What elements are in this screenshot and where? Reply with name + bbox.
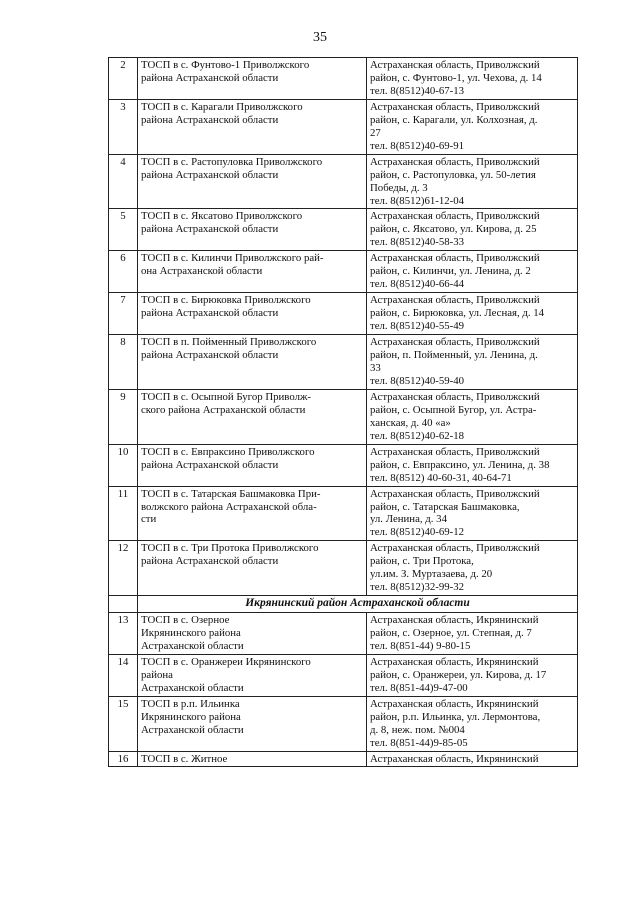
table-row: [109, 293, 578, 335]
organization-name: ТОСП в с. Озерное Икрянинского района Астраханской области: [138, 612, 367, 654]
section-title: Икрянинский район Астраханской области: [138, 596, 578, 613]
section-row: [109, 596, 578, 613]
organization-name: ТОСП в с. Три Протока Приволжского района Астраханской области: [138, 541, 367, 596]
table-row: [109, 209, 578, 251]
row-number: 16: [109, 751, 138, 767]
table-row: [109, 444, 578, 486]
organization-address: Астраханская область, Приволжский район, с. Бирюковка, ул. Лесная, д. 14 тел. 8(8512)40-55-49: [367, 293, 578, 335]
organization-name: ТОСП в п. Пойменный Приволжского района Астраханской области: [138, 335, 367, 390]
table-row: [109, 335, 578, 390]
table-row: [109, 696, 578, 751]
registry-body: [109, 58, 578, 767]
organization-name: ТОСП в с. Евпраксино Приволжского района Астраханской области: [138, 444, 367, 486]
organization-address: Астраханская область, Икрянинский район, с. Оранжереи, ул. Кирова, д. 17 тел. 8(851-44)9-47-00: [367, 654, 578, 696]
row-number: 9: [109, 389, 138, 444]
table-row: [109, 654, 578, 696]
organization-name: ТОСП в с. Бирюковка Приволжского района Астраханской области: [138, 293, 367, 335]
row-number: 14: [109, 654, 138, 696]
organization-address: Астраханская область, Икрянинский: [367, 751, 578, 767]
table-row: [109, 99, 578, 154]
row-number: 10: [109, 444, 138, 486]
row-number: 3: [109, 99, 138, 154]
organization-name: ТОСП в с. Оранжереи Икрянинского района Астраханской области: [138, 654, 367, 696]
organization-address: Астраханская область, Икрянинский район, с. Озерное, ул. Степная, д. 7 тел. 8(851-44) 9-80-15: [367, 612, 578, 654]
row-number: 2: [109, 58, 138, 100]
organization-address: Астраханская область, Приволжский район, с. Карагали, ул. Колхозная, д. 27 тел. 8(8512)40-69-91: [367, 99, 578, 154]
row-number: 8: [109, 335, 138, 390]
row-number: 13: [109, 612, 138, 654]
table-row: [109, 154, 578, 209]
row-number: 15: [109, 696, 138, 751]
row-number: 11: [109, 486, 138, 541]
row-number: 12: [109, 541, 138, 596]
organization-address: Астраханская область, Приволжский район, с. Фунтово-1, ул. Чехова, д. 14 тел. 8(8512)40-67-13: [367, 58, 578, 100]
table-row: [109, 612, 578, 654]
table-row: [109, 389, 578, 444]
table-row: [109, 486, 578, 541]
organization-name: ТОСП в с. Карагали Приволжского района Астраханской области: [138, 99, 367, 154]
table-row: [109, 251, 578, 293]
page-number: 35: [313, 30, 327, 45]
organization-address: Астраханская область, Приволжский район, с. Растопуловка, ул. 50-летия Победы, д. 3 тел. 8(8512)61-12-04: [367, 154, 578, 209]
organization-name: ТОСП в р.п. Ильинка Икрянинского района Астраханской области: [138, 696, 367, 751]
organization-address: Астраханская область, Приволжский район, с. Татарская Башмаковка, ул. Ленина, д. 34 тел. 8(8512)40-69-12: [367, 486, 578, 541]
row-number: 4: [109, 154, 138, 209]
organization-address: Астраханская область, Приволжский район, с. Евпраксино, ул. Ленина, д. 38 тел. 8(8512) 40-60-31, 40-64-71: [367, 444, 578, 486]
row-number: 6: [109, 251, 138, 293]
organization-name: ТОСП в с. Килинчи Приволжского рай- она Астраханской области: [138, 251, 367, 293]
table-row: [109, 58, 578, 100]
section-spacer: [109, 596, 138, 613]
organization-name: ТОСП в с. Яксатово Приволжского района Астраханской области: [138, 209, 367, 251]
registry-table: [108, 57, 578, 767]
organization-address: Астраханская область, Приволжский район, с. Яксатово, ул. Кирова, д. 25 тел. 8(8512)40-58-33: [367, 209, 578, 251]
organization-name: ТОСП в с. Осыпной Бугор Приволж- ского района Астраханской области: [138, 389, 367, 444]
row-number: 5: [109, 209, 138, 251]
organization-name: ТОСП в с. Растопуловка Приволжского района Астраханской области: [138, 154, 367, 209]
organization-address: Астраханская область, Приволжский район, с. Килинчи, ул. Ленина, д. 2 тел. 8(8512)40-66-44: [367, 251, 578, 293]
organization-name: ТОСП в с. Житное: [138, 751, 367, 767]
organization-address: Астраханская область, Приволжский район, п. Пойменный, ул. Ленина, д. 33 тел. 8(8512)40-59-40: [367, 335, 578, 390]
organization-address: Астраханская область, Приволжский район, с. Осыпной Бугор, ул. Астра- ханская, д. 40 «а» тел. 8(8512)40-62-18: [367, 389, 578, 444]
organization-name: ТОСП в с. Фунтово-1 Приволжского района Астраханской области: [138, 58, 367, 100]
organization-address: Астраханская область, Икрянинский район, р.п. Ильинка, ул. Лермонтова, д. 8, неж. пом. №004 тел. 8(851-44)9-85-05: [367, 696, 578, 751]
organization-name: ТОСП в с. Татарская Башмаковка При- волжского района Астраханской обла- сти: [138, 486, 367, 541]
organization-address: Астраханская область, Приволжский район, с. Три Протока, ул.им. З. Муртазаева, д. 20 тел. 8(8512)32-99-32: [367, 541, 578, 596]
row-number: 7: [109, 293, 138, 335]
table-row: [109, 541, 578, 596]
table-row: [109, 751, 578, 767]
